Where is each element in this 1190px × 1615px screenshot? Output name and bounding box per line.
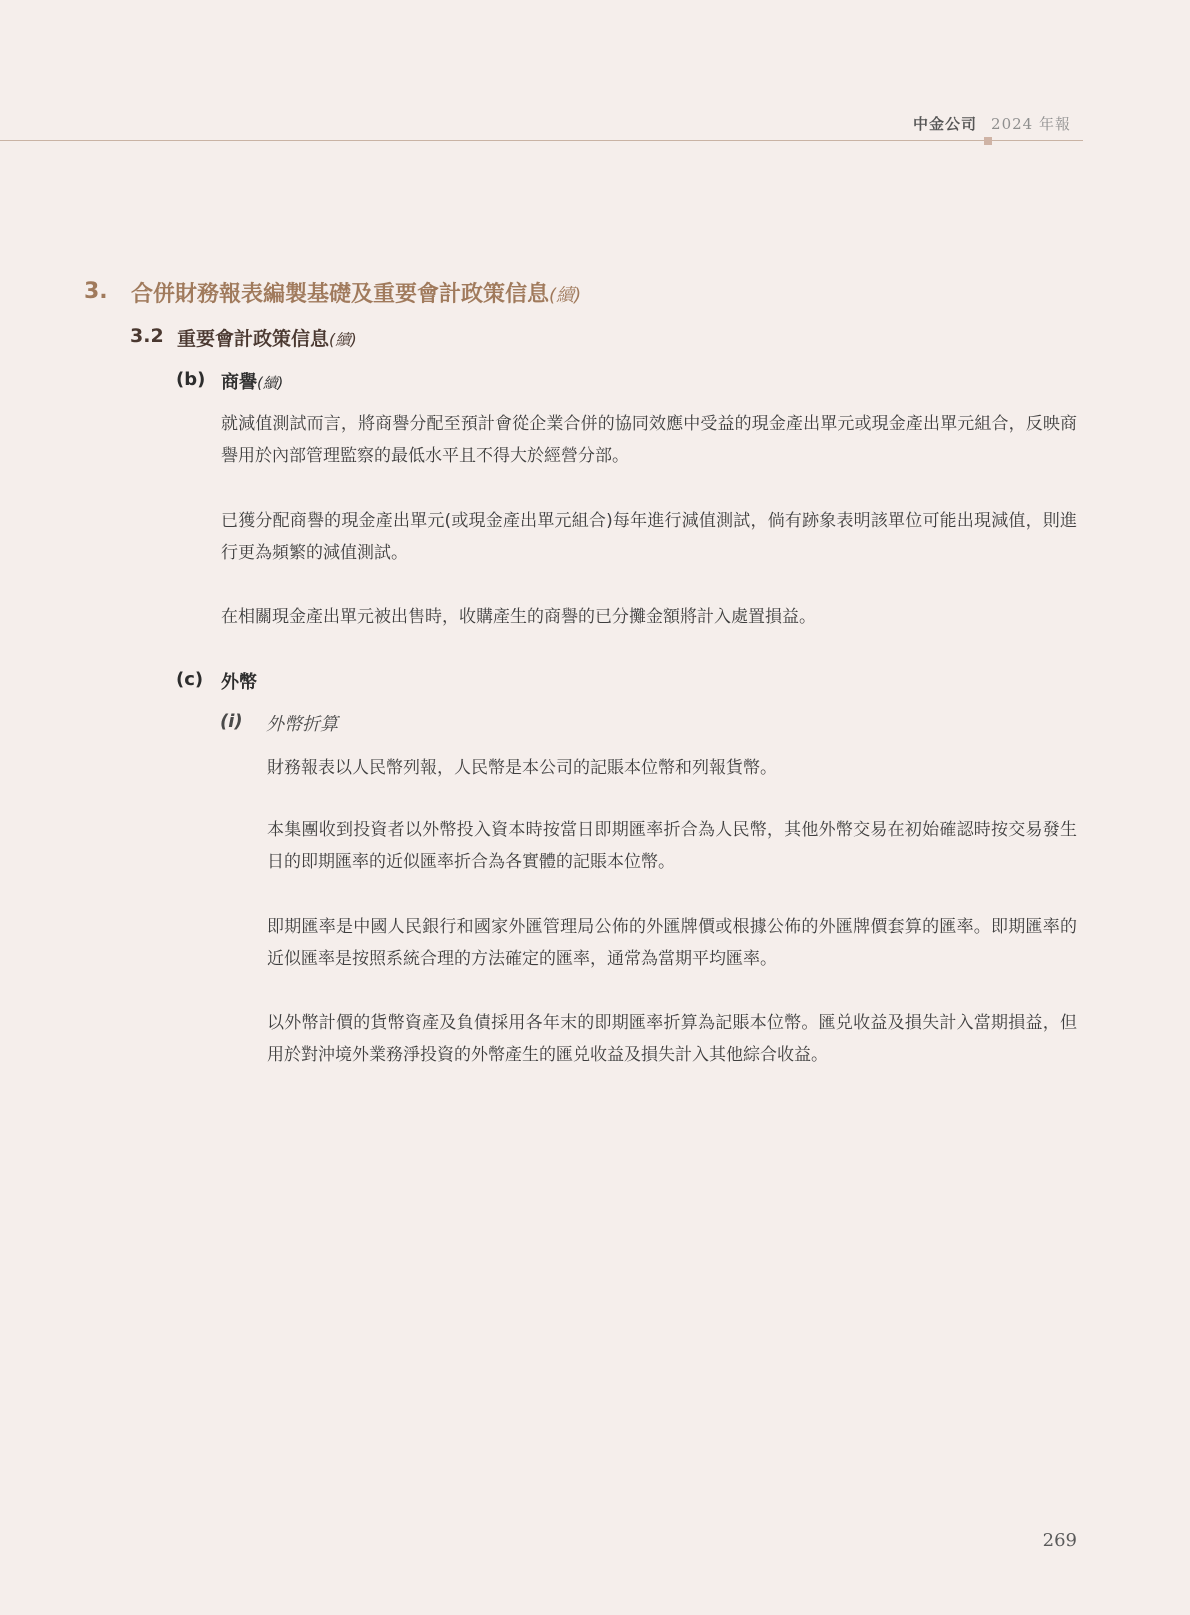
running-header	[913, 113, 1071, 134]
item-b-title-text: 商譽	[221, 372, 257, 393]
paragraph: 已獲分配商譽的現金產出單元(或現金產出單元組合)每年進行減值測試，倘有跡象表明該單位可能出現減值，則進行更為頻繁的減值測試。	[221, 511, 1077, 563]
subsection-continued: (續)	[329, 331, 357, 349]
section-title	[131, 277, 581, 308]
header-marker	[984, 137, 992, 145]
section-title-text: 合併財務報表編製基礎及重要會計政策信息	[131, 282, 550, 307]
header-company: 中金公司	[913, 115, 978, 133]
paragraph: 本集團收到投資者以外幣投入資本時按當日即期匯率折合為人民幣，其他外幣交易在初始確認時按交易發生日的即期匯率的近似匯率折合為各實體的記賬本位幣。	[267, 820, 1077, 872]
paragraph: 即期匯率是中國人民銀行和國家外匯管理局公佈的外匯牌價或根據公佈的外匯牌價套算的匯率。即期匯率的近似匯率是按照系統合理的方法確定的匯率，通常為當期平均匯率。	[267, 917, 1077, 969]
header-report: 2024 年報	[991, 115, 1071, 133]
paragraph: 就減值測試而言，將商譽分配至預計會從企業合併的協同效應中受益的現金產出單元或現金產出單元組合，反映商譽用於內部管理監察的最低水平且不得大於經營分部。	[221, 414, 1077, 466]
item-b-label: (b)	[176, 369, 206, 390]
subsection-title-text: 重要會計政策信息	[177, 328, 330, 350]
item-b-title	[221, 368, 283, 394]
subsection-number: 3.2	[130, 325, 164, 347]
item-b-continued: (續)	[257, 375, 284, 392]
header-rule	[0, 140, 1083, 141]
sub-item-i-label: (i)	[220, 711, 243, 732]
subsection-title	[177, 324, 357, 351]
paragraph: 以外幣計價的貨幣資產及負債採用各年末的即期匯率折算為記賬本位幣。匯兑收益及損失計入當期損益，但用於對沖境外業務淨投資的外幣產生的匯兑收益及損失計入其他綜合收益。	[267, 1013, 1077, 1065]
paragraph: 在相關現金產出單元被出售時，收購產生的商譽的已分攤金額將計入處置損益。	[221, 607, 816, 627]
item-c-label: (c)	[176, 669, 204, 690]
sub-item-i-title: 外幣折算	[266, 714, 338, 735]
section-continued: (續)	[549, 285, 582, 306]
section-number: 3.	[84, 279, 108, 304]
paragraph: 財務報表以人民幣列報，人民幣是本公司的記賬本位幣和列報貨幣。	[267, 758, 777, 778]
page-number: 269	[1042, 1530, 1077, 1551]
item-c-title: 外幣	[221, 672, 257, 693]
